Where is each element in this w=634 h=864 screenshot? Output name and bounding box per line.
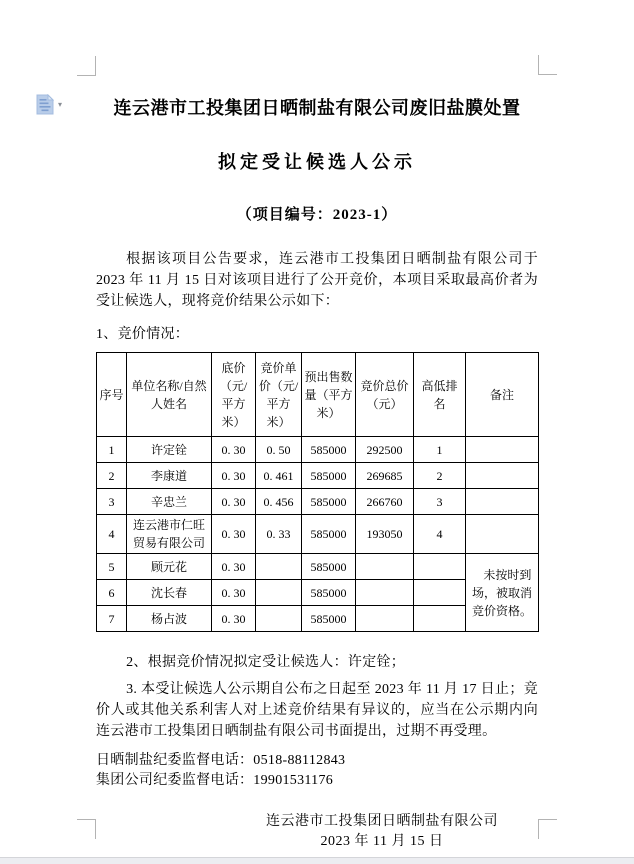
paste-options-icon[interactable] [36,94,70,115]
table-cell: 4 [97,515,127,554]
table-cell: 顾元花 [127,554,212,580]
section-1-label: 1、竞价情况： [96,327,190,342]
signature-block [266,812,498,852]
table-cell: 585000 [302,489,356,515]
table-cell: 沈长春 [127,580,212,606]
table-row [97,489,539,515]
table-header-cell: 竞价单价（元/平方米） [256,353,302,437]
bid-results-table [96,352,539,632]
table-cell: 0. 30 [212,515,256,554]
crop-mark-top-right-icon [538,55,557,75]
paste-options-button[interactable] [36,94,70,118]
publicity-period-paragraph: 3. 本受让候选人公示期自公布之日起至 2023 年 11 月 17 日止；竞价人或其他关系利害人对上述竞价结果有异议的，应当在公示期内向连云港市工投集团日晒制盐有限公司书面提出，过期不再受理。 [96,682,538,739]
table-header-cell: 高低排名 [414,353,466,437]
table-cell: 585000 [302,463,356,489]
table-cell [256,554,302,580]
table-cell [356,580,414,606]
table-cell: 585000 [302,580,356,606]
table-cell: 未按时到场，被取消竞价资格。 [466,554,539,632]
table-cell: 193050 [356,515,414,554]
paste-options-dropdown-icon[interactable]: ▾ [58,100,63,109]
table-cell [414,580,466,606]
table-cell: 1 [97,437,127,463]
table-cell: 0. 30 [212,489,256,515]
table-cell [466,515,539,554]
table-cell [256,606,302,632]
table-row [97,554,539,580]
table-row [97,463,539,489]
signature-company: 连云港市工投集团日晒制盐有限公司 [266,814,498,829]
table-cell: 292500 [356,437,414,463]
document-title-line2: 拟定受让候选人公示 [218,152,416,172]
table-cell: 266760 [356,489,414,515]
table-cell: 585000 [302,515,356,554]
table-cell: 3 [97,489,127,515]
table-cell: 0. 456 [256,489,302,515]
table-cell [256,580,302,606]
table-cell: 0. 50 [256,437,302,463]
table-cell: 0. 30 [212,463,256,489]
table-cell: 4 [414,515,466,554]
table-cell [356,606,414,632]
phone-line-richa: 日晒制盐纪委监督电话：0518-88112843 [96,753,346,768]
table-cell: 0. 30 [212,580,256,606]
table-cell: 0. 30 [212,606,256,632]
table-header-cell: 预出售数量（平方米） [302,353,356,437]
candidate-paragraph: 2、根据竞价情况拟定受让候选人：许定铨； [126,655,406,670]
table-cell [414,554,466,580]
table-header-cell: 底价（元/平方米） [212,353,256,437]
table-cell [414,606,466,632]
table-cell: 0. 461 [256,463,302,489]
table-cell: 连云港市仁旺贸易有限公司 [127,515,212,554]
table-cell: 3 [414,489,466,515]
table-cell: 杨占波 [127,606,212,632]
table-header-cell: 备注 [466,353,539,437]
table-cell: 2 [97,463,127,489]
table-cell: 5 [97,554,127,580]
table-cell: 6 [97,580,127,606]
intro-paragraph: 根据该项目公告要求，连云港市工投集团日晒制盐有限公司于 2023 年 11 月 15 日对该项目进行了公开竞价，本项目采取最高价者为受让候选人，现将竞价结果公示如下： [96,252,538,309]
table-cell: 2 [414,463,466,489]
supervision-phones [96,751,538,791]
table-cell: 269685 [356,463,414,489]
project-number: （项目编号：2023-1） [236,207,398,223]
table-header-cell: 竞价总价（元） [356,353,414,437]
table-cell [356,554,414,580]
workspace-background [0,857,634,864]
table-cell [466,489,539,515]
table-cell: 李康道 [127,463,212,489]
crop-mark-top-left-icon [77,56,96,76]
phone-line-group: 集团公司纪委监督电话：19901531176 [96,773,334,788]
table-header-cell: 序号 [97,353,127,437]
signature-date: 2023 年 11 月 15 日 [320,834,444,849]
table-header-cell: 单位名称/自然人姓名 [127,353,212,437]
table-body [97,437,539,632]
table-header-row [97,353,539,437]
table-cell: 0. 30 [212,554,256,580]
table-cell [466,463,539,489]
table-cell: 辛忠兰 [127,489,212,515]
table-cell: 0. 33 [256,515,302,554]
table-cell: 585000 [302,606,356,632]
table-cell: 7 [97,606,127,632]
crop-mark-bottom-right-icon [538,819,557,839]
table-cell [466,437,539,463]
document-content [96,76,538,852]
table-row [97,515,539,554]
table-cell: 许定铨 [127,437,212,463]
table-cell: 585000 [302,554,356,580]
table-head [97,353,539,437]
table-row [97,437,539,463]
crop-mark-bottom-left-icon [77,819,96,839]
table-cell: 585000 [302,437,356,463]
table-cell: 1 [414,437,466,463]
document-title-line1: 连云港市工投集团日晒制盐有限公司废旧盐膜处置 [113,98,521,118]
table-cell: 0. 30 [212,437,256,463]
